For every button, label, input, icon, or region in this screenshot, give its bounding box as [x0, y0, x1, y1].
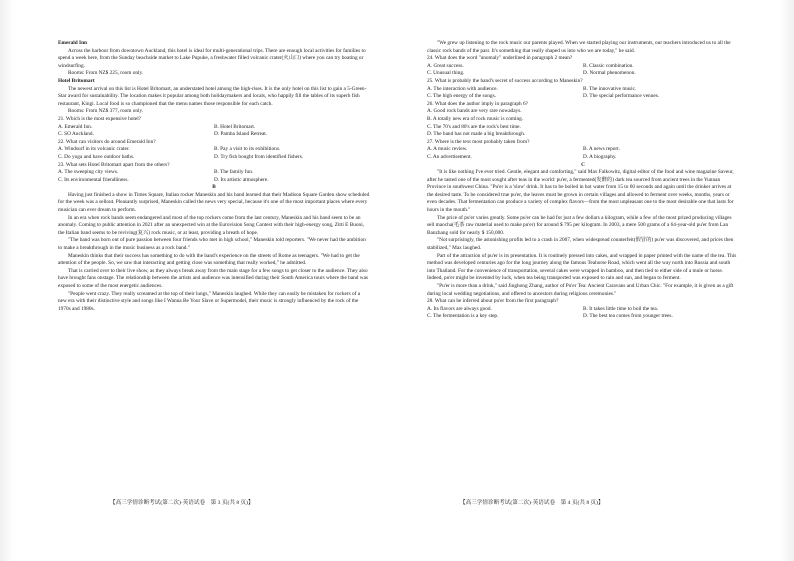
option: D. Its artistic atmosphere.	[214, 176, 269, 183]
option-row	[427, 146, 739, 154]
right-text-column	[427, 40, 739, 488]
question-stem: 26. What does the author imply in paragraph 6?	[427, 100, 528, 107]
option: B. It takes little time to boil the tea.	[583, 305, 659, 312]
hotel-heading: Hotel Britomart	[58, 77, 95, 84]
option: B. A news report.	[583, 146, 620, 153]
page-footer: 【高三学情诊断考试(第二次)·英语试卷 第 3 页(共 8 页)】	[110, 500, 254, 506]
option: B. Pay a visit to its exhibitions.	[214, 146, 281, 153]
option: C. An advertisement.	[427, 153, 472, 160]
option-row	[427, 70, 739, 78]
option: A. Good rock bands are very rare nowadays.	[427, 108, 522, 115]
option: B. A totally new era of rock music is coming.	[427, 115, 524, 122]
option: D. The band has not made a big breakthrough.	[427, 131, 526, 138]
option-row	[58, 169, 370, 177]
option: A. Emerald Inn.	[58, 123, 93, 130]
paragraph: That is carried over to their live show, as they always break away from the main stage for a few songs to get closer to the audience. They also have brought fans onstage. The relationship between the artists and audience was intensified during their South America tours where the band was exposed to some of the most energetic audiences.	[58, 267, 368, 289]
option: C. The fermentation is a key step.	[427, 313, 499, 320]
paragraph: The price of pu'er varies greatly. Some pu'er can be had for just a few dollars a kilogram, while a few of the most prized producing villages sell maocha(毛茶 raw material used to make pu'er) for around $ 795 per kilogram. In 2003, a mere 500 grams of a 64-year-old pu'er from Lan Banzhang sold for nearly $ 150,000.	[427, 214, 732, 236]
option: D. The best tea comes from younger trees.	[583, 313, 673, 320]
option: B. Classic combination.	[583, 62, 634, 69]
hotel-heading: Emerald Inn	[58, 40, 87, 46]
option: C. The high energy of the songs.	[427, 93, 496, 100]
option-row	[427, 63, 739, 71]
option: C. SO Auckland.	[58, 131, 94, 138]
option: B. The family fun.	[214, 169, 254, 176]
option: D. A biography.	[583, 153, 617, 160]
option-row	[427, 154, 739, 162]
option: A. Its flavors are always good.	[427, 305, 492, 312]
paragraph: "We grew up listening to the rock music our parents played. When we started playing our instruments, our teachers introduced us to all the classic rock bands of the past. It's something that really shaped us into who we are today," he said.	[427, 40, 731, 54]
left-text-column	[58, 40, 370, 488]
right-page	[397, 0, 794, 561]
page-edge-shadow	[780, 0, 794, 561]
page-footer: 【高三学情诊断考试(第二次)·英语试卷 第 4 页(共 8 页)】	[460, 500, 604, 506]
price-line: Rooms: From NZ$ 377, room only.	[68, 108, 144, 115]
price-line: Rooms: From NZ$ 225, room only.	[68, 70, 144, 77]
option: A. Great success.	[427, 62, 464, 69]
section-label: C	[581, 161, 585, 168]
paragraph: In an era when rock bands seem endangered and most of the top rockers come from the last century, Maneskin and his band seem to be an anomaly. Coming to public attention in 2021 after an unexpected win at the Eurovision Song Contest with their high-energy song, Zitti E Buoni, the Italian band seems to be reviving(复兴) rock music, or at least, providing a breath of hope.	[58, 214, 364, 236]
question-stem: 24. What does the word "anomaly" underlined in paragraph 2 mean?	[427, 55, 573, 62]
option: C. The 70's and 80's are the rock's best time.	[427, 123, 521, 130]
page-edge-shadow	[0, 0, 14, 561]
question-stem: 25. What is probably the band's secret of success according to Maneskin?	[427, 77, 583, 84]
option: D. Try fish bought from identified fishers.	[214, 153, 304, 160]
paragraph: Part of the attraction of pu'er is its presentation. It is routinely pressed into cakes, and wrapped in paper printed with the name of the tea. This method was developed centuries ago for the long journey along the famous Teahorse Road, which went all the way north into Russia and south into Thailand. For the convenience of transportation, several cakes were wrapped in bamboo, and then tied to either side of a mule or horse. Indeed, pu'er might be invented by luck, when tea being transported was exposed to rain and sun, and began to ferment.	[427, 252, 737, 282]
option: A. Windsurf in its volcanic crater.	[58, 146, 130, 153]
question-stem: 28. What can be inferred about pu'er from the first paragraph?	[427, 298, 559, 305]
option: D. Normal phenomenon.	[583, 70, 636, 77]
question-stem: 22. What can visitors do around Emerald Inn?	[58, 138, 156, 145]
option-row	[58, 131, 370, 139]
option: C. Unusual thing.	[427, 70, 465, 77]
option-row	[58, 177, 370, 185]
paragraph: Maneskin thinks that their success has something to do with the band's experience on the streets of Rome as teenagers. "We had to get the attention of the people. So, we saw that interacting and getting close was something that really worked," he admitted.	[58, 252, 360, 267]
paragraph: "Pu'er is more than a drink," said Jinghong Zhang, author of Pu'er Tea: Ancient Caravans and Urban Chic. "For example, it is given as a gift during local wedding negotiations, and offered to ancestors during religious ceremonies."	[427, 283, 734, 297]
option-row	[427, 313, 739, 321]
option: B. The innovative music.	[583, 85, 637, 92]
paragraph: The newest arrival on this list is Hotel Britomart, an understated hotel among the high-rises. It is the only hotel on this list to gain a 5-Green-Star award for sustainability. The location makes it popular among both holidaymakers and locals, who happily fill the tables of its superb fish restaurant, Kingi. Local food is so championed that the menu names those responsible for each catch.	[58, 85, 367, 107]
option: C. Do yoga and have outdoor baths.	[58, 153, 135, 160]
option: A. The interaction with audience.	[427, 85, 498, 92]
option: A. A music review.	[427, 146, 468, 153]
option-row	[58, 124, 370, 132]
question-stem: 21. Which is the most expensive hotel?	[58, 115, 142, 122]
paragraph: "People went crazy. They really screamed at the top of their lungs," Maneskin laughed. While they can easily be mistaken for rockers of a new era with their distinctive style and songs like I Wanna Be Your Slave or Supermodel, their music is strongly influenced by the rock of the 1970s and 1980s.	[58, 290, 361, 312]
option: D. Pamba Island Retreat.	[214, 131, 268, 138]
paragraph: Across the harbour from downtown Auckland, this hotel is ideal for multi-generational trips. There are enough local activities for families to spend a week here, from the Sunday beachside market to Lake Pupuke, a freshwater filled volcanic crater(火山口) where you can try boating or windsurfing.	[58, 47, 366, 69]
question-stem: 27. Where is the text most probably taken from?	[427, 138, 530, 145]
question-stem: 23. What sets Hotel Britomart apart from the others?	[58, 161, 170, 168]
option: B. Hotel Britomart.	[214, 123, 256, 130]
option-row	[427, 93, 739, 101]
section-label: B	[212, 184, 216, 191]
option: A. The sweeping city views.	[58, 169, 119, 176]
paragraph: Having just finished a show in Times Square, Italian rocker Maneskin and his band learned that their Madison Square Garden show scheduled for the week was a sellout. Pleasantly surprised, Maneskin called the news very special, because it's one of the most important places where every musician can ever dream to perform.	[58, 191, 370, 214]
paragraph: "The band was born out of pure passion between four friends who met in high school," Maneskin told reporters. "We never had the ambition to make a breakthrough in the music business as a rock band."	[58, 237, 366, 252]
option: C. Its environmental friendliness.	[58, 176, 129, 183]
option-row	[58, 154, 370, 162]
paragraph: "It is like nothing I've ever tried. Gentle, elegant and comforting," said Max Falkowitz, digital editor of the food and wine magazine Saveur, after he tasted one of the most sought after teas in the world: pu'er, a fermented(发酵的) dark tea sourced from ancient trees in the Yunnan Province in southwest China. "Pu'er is a 'slow' drink. It has to be boiled in hot water from 15 to 60 seconds and again until the drinker arrives at the desired taste. To be considered true pu'er, the leaves must be grown in certain villages and allowed to ferment over weeks, months, years or even decades. That fermentation can produce a variety of complex flavors—from the most unpleasant one to the most desirable one that lasts for hours in the mouth."	[427, 169, 734, 214]
paragraph: "Not surprisingly, the astonishing profits led to a crash in 2007, when widespread counterfeit(假冒的) pu'er was discovered, and prices then stabilized," Max laughed.	[427, 237, 734, 252]
option: D. The special performance venues.	[583, 93, 660, 100]
option-row	[58, 146, 370, 154]
